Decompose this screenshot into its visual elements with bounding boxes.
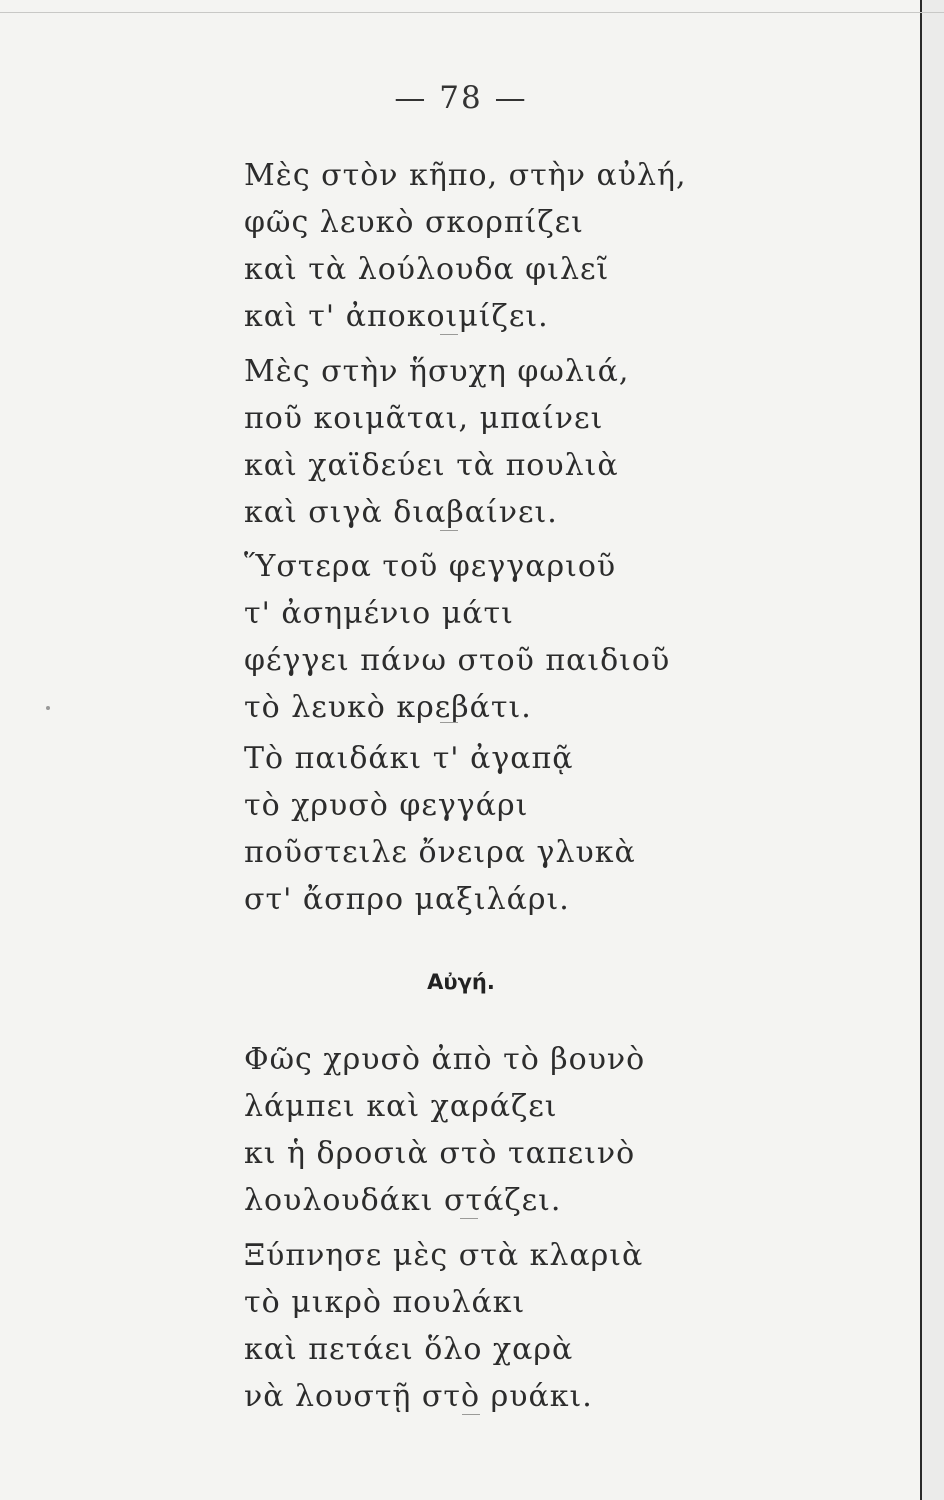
verse-line: ποῦ κοιμᾶται, μπαίνει xyxy=(244,401,604,436)
verse-line: λουλουδάκι στάζει. xyxy=(244,1183,562,1218)
stanza-4 xyxy=(244,735,636,923)
verse-line: τὸ μικρὸ πουλάκι xyxy=(244,1285,526,1320)
verse-line: καὶ τὰ λούλουδα φιλεῖ xyxy=(244,252,610,287)
verse-line: Μὲς στὸν κῆπο, στὴν αὐλή, xyxy=(244,158,687,193)
stanza-divider xyxy=(440,334,458,335)
verse-line: φέγγει πάνω στοῦ παιδιοῦ xyxy=(244,643,671,678)
verse-line: ποῦστειλε ὄνειρα γλυκὰ xyxy=(244,835,636,870)
verse-line: Τὸ παιδάκι τ' ἀγαπᾷ xyxy=(244,741,574,776)
verse-line: Μὲς στὴν ἥσυχη φωλιά, xyxy=(244,354,630,389)
top-edge-line xyxy=(0,12,944,13)
verse-line: τὸ χρυσὸ φεγγάρι xyxy=(244,788,529,823)
verse-line: καὶ τ' ἀποκοιμίζει. xyxy=(244,299,549,334)
stanza-2 xyxy=(244,348,629,536)
verse-line: Φῶς χρυσὸ ἀπὸ τὸ βουνὸ xyxy=(244,1042,646,1077)
stanza-3 xyxy=(244,543,670,731)
verse-line: καὶ σιγὰ διαβαίνει. xyxy=(244,495,558,530)
stanza-6 xyxy=(244,1232,643,1420)
page-number: — 78 — xyxy=(394,80,528,116)
verse-line: στ' ἄσπρο μαξιλάρι. xyxy=(244,882,570,917)
stanza-divider xyxy=(440,530,458,531)
verse-line: Ξύπνησε μὲς στὰ κλαριὰ xyxy=(244,1238,644,1273)
verse-line: κι ἡ δροσιὰ στὸ ταπεινὸ xyxy=(244,1136,636,1171)
poem-title: Αὐγή. xyxy=(427,970,495,994)
stanza-1 xyxy=(244,152,686,340)
stanza-divider xyxy=(440,722,458,723)
verse-line: καὶ πετάει ὅλο χαρὰ xyxy=(244,1332,574,1367)
verse-line: λάμπει καὶ χαράζει xyxy=(244,1089,558,1124)
stanza-divider xyxy=(462,1414,480,1415)
paper-speck xyxy=(46,706,50,710)
verse-line: Ὕστερα τοῦ φεγγαριοῦ xyxy=(244,549,617,584)
stanza-5 xyxy=(244,1036,645,1224)
verse-line: καὶ χαϊδεύει τὰ πουλιὰ xyxy=(244,448,619,483)
verse-line: φῶς λευκὸ σκορπίζει xyxy=(244,205,584,240)
stanza-divider xyxy=(460,1218,478,1219)
verse-line: τὸ λευκὸ κρεβάτι. xyxy=(244,690,532,725)
verse-line: νὰ λουστῇ στὸ ρυάκι. xyxy=(244,1379,593,1414)
verse-line: τ' ἀσημένιο μάτι xyxy=(244,596,514,631)
